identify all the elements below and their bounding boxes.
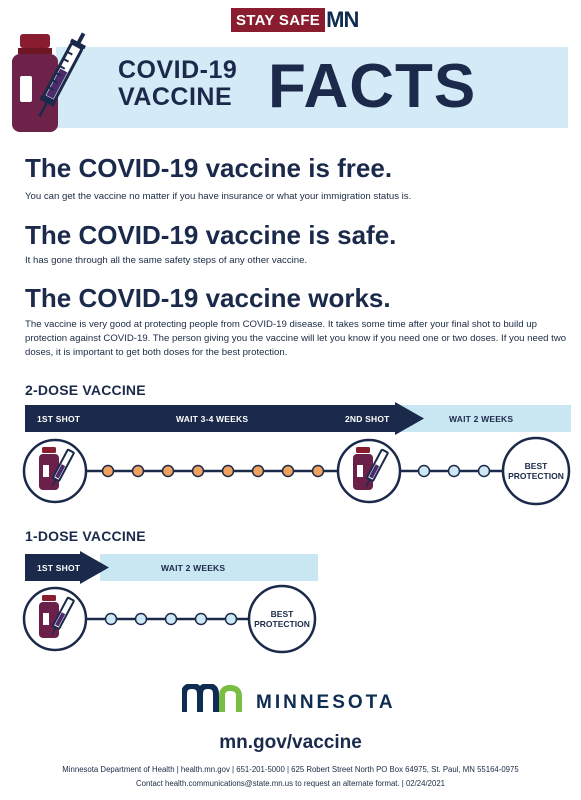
title-covid-vaccine [118,57,258,111]
fact-body-works: The vaccine is very good at protecting people from COVID-19 disease. It takes some time after your final shot to build up protection against COVID-19. The person giving you the vaccine will let you know if you need one or two doses. If you need two doses, it is important to get both doses for the best protection. [25,319,567,358]
footer-alternate-format-line: Contact health.communications@state.mn.us to request an alternate format. | 02/24/2021 [136,779,445,788]
badge-stay-safe: STAY SAFE [231,8,325,32]
title-line-covid19: COVID-19 [118,56,238,84]
two-dose-shot2-label: 2ND SHOT [345,414,390,424]
minnesota-logo-icon [182,684,244,714]
one-dose-best-line1: BEST [270,609,294,619]
two-dose-wait1-label: WAIT 3-4 WEEKS [176,414,249,424]
vaccine-vial-syringe-icon [8,30,88,140]
stay-safe-mn-badge [231,8,358,32]
two-dose-best-line1: BEST [524,461,548,471]
title-facts: FACTS [268,52,477,121]
fact-heading-works: The COVID-19 vaccine works. [25,283,391,313]
one-dose-best-line2: PROTECTION [254,619,310,629]
fact-body-free: You can get the vaccine no matter if you have insurance or what your immigration status is. [25,191,412,202]
minnesota-logo-text: MINNESOTA [256,692,396,713]
one-dose-best-protection-label [249,609,315,629]
badge-mn: MN [326,7,359,32]
two-dose-shot1-label: 1ST SHOT [37,414,81,424]
two-dose-heading: 2-DOSE VACCINE [25,382,146,398]
two-dose-best-protection-label [503,461,569,481]
one-dose-heading: 1-DOSE VACCINE [25,528,146,544]
one-dose-shot1-label: 1ST SHOT [37,563,81,573]
two-dose-best-line2: PROTECTION [508,471,564,481]
fact-heading-safe: The COVID-19 vaccine is safe. [25,220,397,250]
one-dose-wait-label: WAIT 2 WEEKS [161,563,226,573]
vaccine-url[interactable]: mn.gov/vaccine [219,732,362,753]
two-dose-wait2-label: WAIT 2 WEEKS [449,414,514,424]
title-line-vaccine: VACCINE [118,83,233,111]
fact-body-safe: It has gone through all the same safety steps of any other vaccine. [25,255,308,266]
two-dose-blue-dots [419,466,490,477]
fact-heading-free: The COVID-19 vaccine is free. [25,153,393,183]
footer-contact-line: Minnesota Department of Health | health.mn.gov | 651-201-5000 | 625 Robert Street North PO Box 64975, St. Paul, MN 55164-0975 [62,765,519,774]
